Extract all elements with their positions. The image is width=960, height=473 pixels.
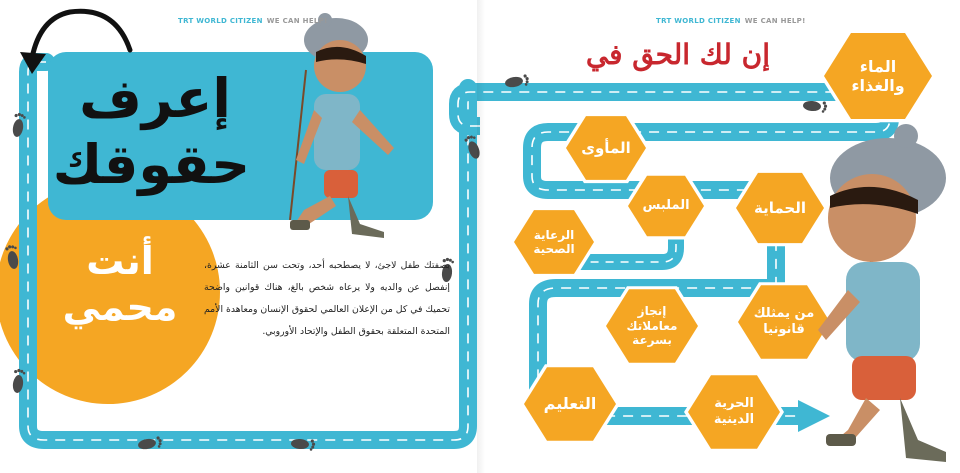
right-label-legal-representation: من يمثلك قانونيا [753,306,815,337]
left-header [178,17,328,25]
right-label-water-food: الماء والغذاء [851,56,905,95]
left-header-tag: WE CAN HELP! [266,17,328,25]
left-title [52,66,250,198]
right-label-religious-freedom: الحرية الدينية [713,396,755,427]
right-label-protection: الحماية [754,198,807,217]
right-header [656,17,806,25]
protected-text [40,238,200,330]
right-title: إن لك الحق في [585,38,770,71]
right-header-brand: TRT WORLD CITIZEN [656,17,741,25]
right-header-tag: WE CAN HELP! [744,17,806,25]
body-paragraph: بصفتك طفل لاجئ، لا يصطحبه أحد، وتحت سن الثامنة عشرة، إنفصل عن والديه ولا يرعاه شخص بالغ، هناك قوانين واضحة تحميك في كل من الإعلان العالمي لحقوق الإنسان ومعاهدة الأمم المتحدة المتعلقة بحقوق الطفل والإتحاد الأوروبي. [204,260,450,337]
curved-arrow-icon [32,11,130,58]
right-label-healthcare: الرعاية الصحية [533,227,575,256]
boy-illustration-right [818,124,946,462]
page-gutter [477,0,485,473]
right-label-clothing: الملبس [642,198,690,214]
right-label-fast-processing: إنجاز معاملاتك بسرعة [626,304,678,348]
road-arrow-icon [798,400,830,432]
left-header-brand: TRT WORLD CITIZEN [178,17,263,25]
protected-line-1: أنت [86,239,154,283]
right-label-education: التعليم [543,394,597,414]
title-line-1: إعرف [79,67,231,130]
protected-line-2: محمي [62,285,178,329]
right-label-shelter: المأوى [581,139,631,157]
title-line-2: حقوقك [52,133,250,196]
